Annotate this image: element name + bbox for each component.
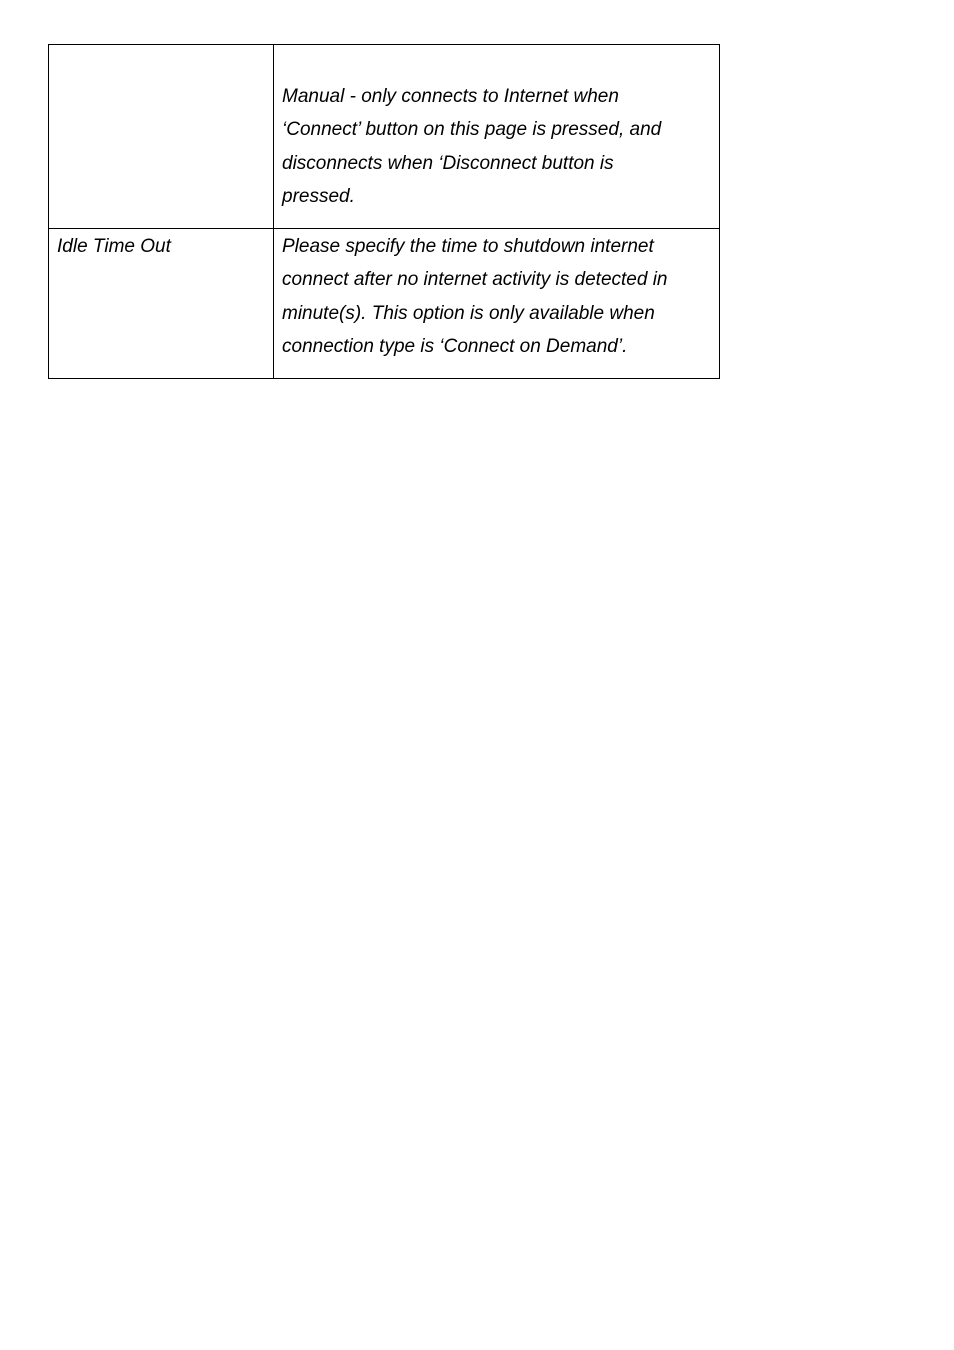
- table-row: [49, 45, 720, 229]
- table-cell-label: [49, 45, 274, 229]
- table-cell-description: [274, 45, 720, 229]
- row-label: Idle Time Out: [57, 236, 171, 257]
- description-line: connect after no internet activity is detected in: [282, 269, 668, 291]
- description-line: Manual - only connects to Internet when: [282, 86, 619, 107]
- table-cell-label: [49, 229, 274, 379]
- description-line: disconnects when ‘Disconnect button is: [282, 152, 614, 174]
- description-line: Please specify the time to shutdown internet: [282, 236, 654, 257]
- description-line: ‘Connect’ button on this page is pressed, and: [282, 119, 662, 141]
- table-row: [49, 229, 720, 379]
- description-line: connection type is ‘Connect on Demand’.: [282, 335, 628, 357]
- settings-description-table: [48, 44, 720, 379]
- table-cell-description: [274, 229, 720, 379]
- description-line: minute(s). This option is only available when: [282, 302, 655, 324]
- description-line: pressed.: [282, 185, 355, 207]
